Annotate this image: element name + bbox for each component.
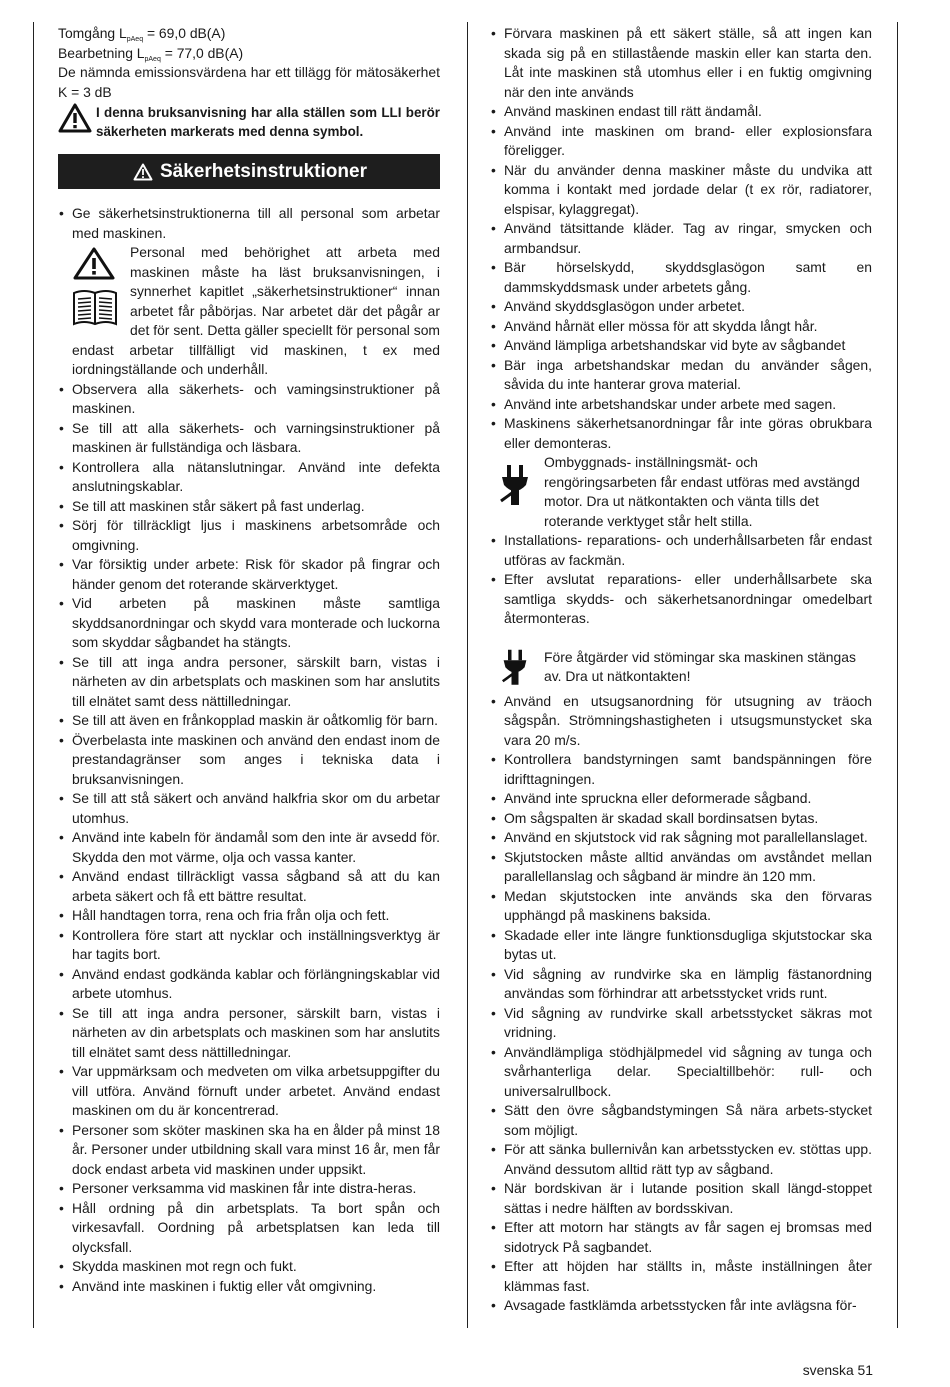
list-item: • För att sänka bullernivån kan arbetsstycken ev. stöttas upp. Använd dessutom alltid rätt typ av sågband. [490,1140,872,1179]
list-item: • Personer verksamma vid maskinen får inte distra-heras. [58,1179,440,1199]
list-item: • Skydda maskinen mot regn och fukt. [58,1257,440,1277]
list-item: • Håll handtagen torra, rena och fria från olja och fett. [58,906,440,926]
right-bullet-list-b [490,531,872,629]
list-item: • När bordskivan är i lutande position skall längd-stoppet sättas i nedre hälften av bordsskivan. [490,1179,872,1218]
list-item: • Se till att stå säkert och använd halkfria skor om du arbetar utomhus. [58,789,440,828]
list-item: • Använd inte arbetshandskar under arbete med sagen. [490,395,872,415]
list-item: • Maskinens säkerhetsanordningar får inte göras obrukbara eller demonteras. [490,414,872,453]
warning-note-text: I denna bruksanvisning har alla ställen som LLI berör säkerheten markerats med denna symbol. [96,105,440,139]
list-item: • Se till att även en frånkopplad maskin är oåtkomlig för barn. [58,711,440,731]
list-item: • Sörj för tillräckligt ljus i maskinens arbetsområde och omgivning. [58,516,440,555]
list-item: • Använd maskinen endast till rätt ändamål. [490,102,872,122]
column-divider [467,22,468,1328]
list-item: • Avsagade fastklämda arbetsstycken får inte avlägsna för- [490,1296,872,1316]
list-item: • Håll ordning på din arbetsplats. Ta bort spån och virkesavfall. Oordning på arbetsplatsen kan leda till olycksfall. [58,1199,440,1258]
list-item: • Användlämpliga stödhjälpmedel vid sågning av tunga och svårhanterliga delar. Specialtillbehör: rull- och universalrullbock. [490,1043,872,1102]
list-item: • Personer som sköter maskinen ska ha en ålder på minst 18 år. Personer under utbildning skall vara minst 16 år, men får dock endast arbeta vid maskinen under uppsikt. [58,1121,440,1180]
list-item: • Medan skjutstocken inte används ska den förvaras upphängd på maskinens baksida. [490,887,872,926]
list-item: • Använd en skjutstock vid rak sågning mot parallellanslaget. [490,828,872,848]
list-item: • När du använder denna maskiner måste du undvika att komma i kontakt med jordade delar (t ex rör, radiatorer, elspisar, kylaggregat). [490,161,872,220]
warning-triangle-icon [58,103,92,133]
section-heading [58,154,440,189]
left-margin-rule [33,22,34,1328]
list-item: • Använd endast godkända kablar och förlängningskablar vid arbete utomhus. [58,965,440,1004]
list-item: • Var uppmärksam och medveten om vilka arbetsuppgifter du vill utföra. Använd förnuft under arbetet. Använd endast maskinen om du är koncentrerad. [58,1062,440,1121]
list-item: • Använd inte kabeln för ändamål som den inte är avsedd för. Skydda den mot värme, olja och vassa kanter. [58,828,440,867]
right-column [490,24,872,1316]
list-item: • Skadade eller inte längre funktionsdugliga skjutstockar ska bytas ut. [490,926,872,965]
list-item: • Använd inte maskinen om brand- eller explosionsfara föreligger. [490,122,872,161]
page-footer: svenska 51 [802,1362,873,1378]
plug-note-1-text: Ombyggnads- inställningsmät- och rengöringsarbeten får endast utföras med avstängd motor. Dra ut nätkontakten och vänta tills det roterande verktyget står helt stilla. [544,454,860,529]
list-item: • Kontrollera före start att nycklar och inställningsverktyg är har tagits bort. [58,926,440,965]
list-item: • Använd skyddsglasögon under arbetet. [490,297,872,317]
list-item: • Efter att höjden har ställts in, måste inställningen åter klämmas fast. [490,1257,872,1296]
list-item: • Var försiktig under arbete: Risk för skador på fingrar och händer genom det roterande skärverktyget. [58,555,440,594]
list-item: • Vid sågning av rundvirke ska en lämplig fästanordning användas som förhindrar att arbetsstycket vrids runt. [490,965,872,1004]
unplug-icon [498,648,532,690]
list-item: • Observera alla säkerhets- och vamingsinstruktioner på maskinen. [58,380,440,419]
emission-idle: Tomgång $L_{pAeq} = 69,0$ dB(A) [58,25,226,43]
list-item: • Använd hårnät eller mössa för att skydda långt hår. [490,317,872,337]
list-item: • Bär inga arbetshandskar medan du använder sågen, såvida du inte hanterar grova material. [490,356,872,395]
personal-note [58,243,440,380]
warning-triangle-icon [72,247,116,281]
list-item: • Om sågspalten är skadad skall bordinsatsen bytas. [490,809,872,829]
list-item: • Använd inte maskinen i fuktig eller våt omgivning. [58,1277,440,1297]
emission-work: Bearbetning $L_{pAeq} = 77,0$ dB(A) [58,44,244,63]
list-item: • Överbelasta inte maskinen och använd den endast inom de prestandagränser som anges i tekniska data i bruksanvisningen. [58,731,440,790]
list-item: • Använd endast tillräckligt vassa sågband så att du kan arbeta säkert och få ett bättre resultat. [58,867,440,906]
list-item: • Skjutstocken måste alltid användas om avståndet mellan parallellanslag och sågband är mindre än 120 mm. [490,848,872,887]
list-item: • Använd tätsittande kläder. Tag av ringar, smycken och armbandsur. [490,219,872,258]
list-item: • Se till att inga andra personer, särskilt barn, vistas i närheten av din arbetsplats och maskinen som har anslutits till elnätet samt dess nättilledningar. [58,653,440,712]
list-item: • Se till att maskinen står säkert på fast underlag. [58,497,440,517]
personal-note-text: Personal med behörighet att arbeta med maskinen måste ha läst bruksanvisningen, i synnerhet kapitlet „säkerhetsinstruktioner“ innan arbetet får påbörjas. Nar arbetet där det pågår ar det för sent. Detta gäller speciellt för personal som endast arbetar tillfälligt vid maskinen, t ex med iordningställande och underhåll. [72,244,440,377]
list-item: • Efter att motorn har stängts av får sagen ej bromsas med sidotryck På sagbandet. [490,1218,872,1257]
left-bullet-list [58,204,440,1296]
list-item: • Se till att inga andra personer, särskilt barn, vistas i närheten av din arbetsplats och maskinen som har anslutits till elnätet samt dess nättilledningar. [58,1004,440,1063]
section-heading-text: Säkerhetsinstruktioner [160,160,367,182]
list-item: • Se till att alla säkerhets- och varningsinstruktioner på maskinen är fullständiga och läsbara. [58,419,440,458]
read-manual-book-icon [72,287,118,327]
list-item: • Efter avslutat reparations- eller underhållsarbete ska samtliga skydds- och säkerhetsanordningar omedelbart återmonteras. [490,570,872,629]
warning-and-manual-icons [72,247,124,332]
list-item: • Bär hörselskydd, skyddsglasögon samt en dammskyddsmask under arbetets gång. [490,258,872,297]
warning-triangle-icon [133,163,153,181]
list-item: • Använd lämpliga arbetshandskar vid byte av sågbandet [490,336,872,356]
list-item: • Sätt den övre sågbandstymingen Så nära arbets-stycket som möjligt. [490,1101,872,1140]
list-item: • Använd en utsugsanordning för utsugning av träoch sågspån. Strömningshastigheten i utsugsmunstycket ska vara 20 m/s. [490,692,872,751]
warning-note [58,103,440,141]
list-item: • Installations- reparations- och underhållsarbeten får endast utföras av fackmän. [490,531,872,570]
emission-note: De nämnda emissionsvärdena har ett tillägg för mätosäkerhet K = 3 dB [58,64,440,100]
list-item: • Förvara maskinen på ett säkert ställe, så att ingen kan skada sig på en stillastående maskin eller kan starta den. Låt inte maskinen stå utomhus eller i en fuktig omgivning när den inte används [490,24,872,102]
list-item: • Vid sågning av rundvirke skall arbetsstycket säkras mot vridning. [490,1004,872,1043]
list-item: • Kontrollera bandstyrningen samt bandspänningen före idrifttagningen. [490,750,872,789]
list-item: • Vid arbeten på maskinen måste samtliga skyddsanordningar och skydd vara monterade och luckorna som skyddar sågbandet ha stängts. [58,594,440,653]
right-bullet-list-a [490,24,872,453]
left-column [58,24,440,1296]
list-item: • Kontrollera alla nätanslutningar. Använd inte defekta anslutningskablar. [58,458,440,497]
plug-note-1 [490,453,872,531]
plug-note-2-text: Före åtgärder vid stömingar ska maskinen stängas av. Dra ut nätkontakten! [544,648,856,684]
list-item: • Ge säkerhetsinstruktionerna till all personal som arbetar med maskinen. [58,204,440,243]
list-item: • Använd inte spruckna eller deformerade sågband. [490,789,872,809]
unplug-icon [498,463,532,511]
plug-note-2 [490,648,872,692]
right-bullet-list-c [490,692,872,1316]
right-margin-rule [897,22,898,1328]
